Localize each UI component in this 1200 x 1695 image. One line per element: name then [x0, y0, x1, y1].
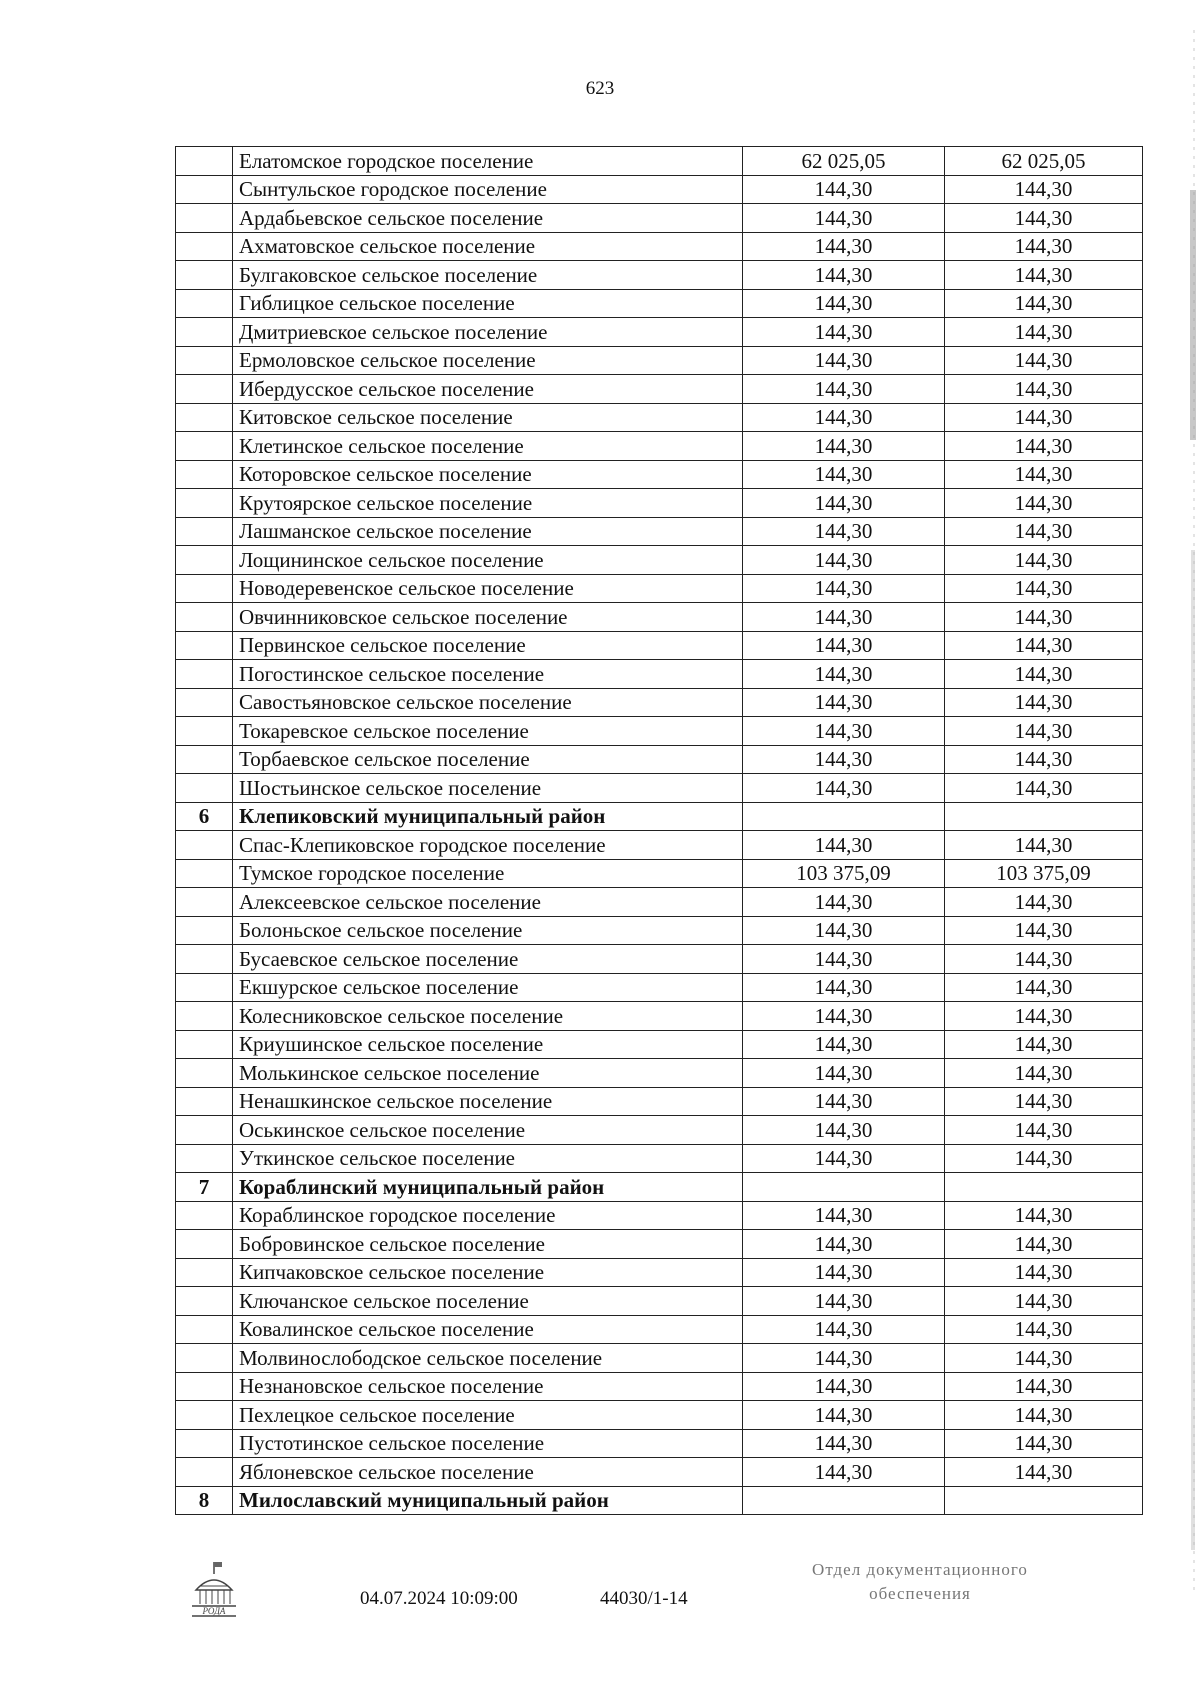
- row-number: [176, 517, 233, 546]
- amount-col-2: 144,30: [945, 460, 1143, 489]
- logo-text: РОДА: [202, 1606, 226, 1616]
- row-number: [176, 603, 233, 632]
- district-header-row: [176, 1173, 1143, 1202]
- table-row: [176, 1030, 1143, 1059]
- table-row: [176, 147, 1143, 176]
- settlement-name: Кипчаковское сельское поселение: [233, 1258, 743, 1287]
- table-row: [176, 1087, 1143, 1116]
- amount-col-2: 144,30: [945, 831, 1143, 860]
- row-number: [176, 1087, 233, 1116]
- row-number: [176, 546, 233, 575]
- amount-col-1: 144,30: [743, 261, 945, 290]
- settlement-name: Бусаевское сельское поселение: [233, 945, 743, 974]
- settlement-name: Лощининское сельское поселение: [233, 546, 743, 575]
- settlement-name: Молвинослободское сельское поселение: [233, 1344, 743, 1373]
- amount-col-2: 144,30: [945, 175, 1143, 204]
- settlement-name: Ненашкинское сельское поселение: [233, 1087, 743, 1116]
- row-number: [176, 432, 233, 461]
- amount-col-1: 144,30: [743, 318, 945, 347]
- amount-col-2: 144,30: [945, 432, 1143, 461]
- amount-col-2: 144,30: [945, 261, 1143, 290]
- row-number: [176, 1030, 233, 1059]
- table-row: [176, 1230, 1143, 1259]
- settlement-name: Булгаковское сельское поселение: [233, 261, 743, 290]
- table-row: [176, 688, 1143, 717]
- table-row: [176, 916, 1143, 945]
- row-number: [176, 717, 233, 746]
- amount-col-1: 144,30: [743, 574, 945, 603]
- table-row: [176, 489, 1143, 518]
- amount-col-1: 144,30: [743, 1344, 945, 1373]
- amount-col-1: 144,30: [743, 1230, 945, 1259]
- amount-col-1: 144,30: [743, 945, 945, 974]
- row-number: [176, 346, 233, 375]
- amount-col-1: 144,30: [743, 1116, 945, 1145]
- amount-col-2: 144,30: [945, 1287, 1143, 1316]
- settlement-name: Бобровинское сельское поселение: [233, 1230, 743, 1259]
- amount-col-1: 144,30: [743, 1315, 945, 1344]
- settlement-name: Ибердусское сельское поселение: [233, 375, 743, 404]
- amount-col-2: 144,30: [945, 517, 1143, 546]
- amount-col-1: 144,30: [743, 1258, 945, 1287]
- footer-doc-number: 44030/1-14: [600, 1588, 688, 1609]
- row-number: [176, 774, 233, 803]
- settlement-name: Елатомское городское поселение: [233, 147, 743, 176]
- amount-col-1: 144,30: [743, 232, 945, 261]
- settlement-name: Новодеревенское сельское поселение: [233, 574, 743, 603]
- scan-edge-marks: [1178, 30, 1200, 1590]
- amount-col-2: 144,30: [945, 945, 1143, 974]
- settlement-name: Торбаевское сельское поселение: [233, 745, 743, 774]
- amount-col-2: 103 375,09: [945, 859, 1143, 888]
- row-number: [176, 204, 233, 233]
- amount-col-1: 144,30: [743, 916, 945, 945]
- table-row: [176, 1116, 1143, 1145]
- settlement-name: Ключанское сельское поселение: [233, 1287, 743, 1316]
- row-number: [176, 1201, 233, 1230]
- amount-col-1: 144,30: [743, 774, 945, 803]
- row-number: [176, 1230, 233, 1259]
- settlements-table: [175, 146, 1143, 1515]
- amount-col-2: 144,30: [945, 346, 1143, 375]
- amount-col-1: 144,30: [743, 631, 945, 660]
- settlement-name: Колесниковское сельское поселение: [233, 1002, 743, 1031]
- amount-col-2: 144,30: [945, 1258, 1143, 1287]
- amount-col-1: 144,30: [743, 888, 945, 917]
- settlement-name: Токаревское сельское поселение: [233, 717, 743, 746]
- settlement-name: Кораблинский муниципальный район: [233, 1173, 743, 1202]
- amount-col-1: 144,30: [743, 745, 945, 774]
- settlement-name: Погостинское сельское поселение: [233, 660, 743, 689]
- table-row: [176, 1429, 1143, 1458]
- amount-col-1: 144,30: [743, 603, 945, 632]
- row-number: [176, 460, 233, 489]
- table-row: [176, 375, 1143, 404]
- settlement-name: Китовское сельское поселение: [233, 403, 743, 432]
- amount-col-2: 144,30: [945, 1315, 1143, 1344]
- row-number: [176, 660, 233, 689]
- settlement-name: Алексеевское сельское поселение: [233, 888, 743, 917]
- amount-col-1: 103 375,09: [743, 859, 945, 888]
- amount-col-1: 144,30: [743, 204, 945, 233]
- row-number: [176, 688, 233, 717]
- settlement-name: Молькинское сельское поселение: [233, 1059, 743, 1088]
- amount-col-1: 144,30: [743, 1401, 945, 1430]
- table-row: [176, 945, 1143, 974]
- table-row: [176, 1401, 1143, 1430]
- amount-col-2: 144,30: [945, 232, 1143, 261]
- amount-col-2: 144,30: [945, 973, 1143, 1002]
- row-number: [176, 831, 233, 860]
- amount-col-1: 144,30: [743, 1087, 945, 1116]
- row-number: [176, 859, 233, 888]
- amount-col-2: 144,30: [945, 717, 1143, 746]
- settlement-name: Ермоловское сельское поселение: [233, 346, 743, 375]
- settlement-name: Оськинское сельское поселение: [233, 1116, 743, 1145]
- table-row: [176, 232, 1143, 261]
- amount-col-1: 144,30: [743, 546, 945, 575]
- amount-col-2: 144,30: [945, 546, 1143, 575]
- amount-col-2: 144,30: [945, 1429, 1143, 1458]
- settlement-name: Болоньское сельское поселение: [233, 916, 743, 945]
- amount-col-2: 62 025,05: [945, 147, 1143, 176]
- amount-col-2: 144,30: [945, 1087, 1143, 1116]
- row-number: [176, 403, 233, 432]
- table-row: [176, 460, 1143, 489]
- district-header-row: [176, 802, 1143, 831]
- amount-col-2: [945, 802, 1143, 831]
- settlement-name: Сынтульское городское поселение: [233, 175, 743, 204]
- table-row: [176, 859, 1143, 888]
- table-row: [176, 1201, 1143, 1230]
- row-number: [176, 745, 233, 774]
- row-number: [176, 289, 233, 318]
- settlement-name: Шостьинское сельское поселение: [233, 774, 743, 803]
- amount-col-1: 144,30: [743, 1372, 945, 1401]
- amount-col-2: 144,30: [945, 1372, 1143, 1401]
- amount-col-2: 144,30: [945, 1401, 1143, 1430]
- row-number: [176, 489, 233, 518]
- row-number: [176, 261, 233, 290]
- settlement-name: Ардабьевское сельское поселение: [233, 204, 743, 233]
- table-row: [176, 831, 1143, 860]
- settlement-name: Ахматовское сельское поселение: [233, 232, 743, 261]
- table-row: [176, 1258, 1143, 1287]
- settlement-name: Пустотинское сельское поселение: [233, 1429, 743, 1458]
- row-number: 8: [176, 1486, 233, 1515]
- amount-col-2: 144,30: [945, 1230, 1143, 1259]
- footer-department-stamp: Отдел документационного обеспечения: [812, 1560, 1028, 1603]
- amount-col-1: 144,30: [743, 489, 945, 518]
- row-number: [176, 147, 233, 176]
- settlement-name: Яблоневское сельское поселение: [233, 1458, 743, 1487]
- table-row: [176, 546, 1143, 575]
- row-number: 6: [176, 802, 233, 831]
- table-row: [176, 1287, 1143, 1316]
- amount-col-1: 144,30: [743, 1458, 945, 1487]
- amount-col-2: 144,30: [945, 489, 1143, 518]
- amount-col-2: 144,30: [945, 1059, 1143, 1088]
- table-row: [176, 1458, 1143, 1487]
- row-number: [176, 1429, 233, 1458]
- settlement-name: Клепиковский муниципальный район: [233, 802, 743, 831]
- amount-col-1: 144,30: [743, 1201, 945, 1230]
- settlement-name: Криушинское сельское поселение: [233, 1030, 743, 1059]
- amount-col-2: 144,30: [945, 745, 1143, 774]
- row-number: [176, 318, 233, 347]
- amount-col-1: 144,30: [743, 831, 945, 860]
- settlement-name: Спас-Клепиковское городское поселение: [233, 831, 743, 860]
- amount-col-2: 144,30: [945, 1002, 1143, 1031]
- amount-col-1: 144,30: [743, 460, 945, 489]
- settlement-name: Тумское городское поселение: [233, 859, 743, 888]
- settlement-name: Милославский муниципальный район: [233, 1486, 743, 1515]
- settlement-name: Гиблицкое сельское поселение: [233, 289, 743, 318]
- row-number: [176, 973, 233, 1002]
- row-number: [176, 916, 233, 945]
- settlement-name: Савостьяновское сельское поселение: [233, 688, 743, 717]
- settlement-name: Екшурское сельское поселение: [233, 973, 743, 1002]
- table-row: [176, 745, 1143, 774]
- row-number: [176, 888, 233, 917]
- amount-col-2: 144,30: [945, 1116, 1143, 1145]
- table-row: [176, 888, 1143, 917]
- amount-col-2: 144,30: [945, 1458, 1143, 1487]
- duma-logo-icon: [188, 1560, 240, 1618]
- table-row: [176, 517, 1143, 546]
- row-number: [176, 1059, 233, 1088]
- table-row: [176, 774, 1143, 803]
- amount-col-2: 144,30: [945, 1201, 1143, 1230]
- table-row: [176, 204, 1143, 233]
- amount-col-1: 144,30: [743, 517, 945, 546]
- row-number: [176, 1002, 233, 1031]
- amount-col-2: 144,30: [945, 631, 1143, 660]
- row-number: [176, 1315, 233, 1344]
- row-number: [176, 1287, 233, 1316]
- table-row: [176, 432, 1143, 461]
- row-number: [176, 1401, 233, 1430]
- amount-col-2: 144,30: [945, 603, 1143, 632]
- amount-col-2: 144,30: [945, 574, 1143, 603]
- table-row: [176, 1059, 1143, 1088]
- settlement-name: Лашманское сельское поселение: [233, 517, 743, 546]
- row-number: [176, 232, 233, 261]
- amount-col-2: 144,30: [945, 774, 1143, 803]
- amount-col-2: 144,30: [945, 375, 1143, 404]
- row-number: [176, 375, 233, 404]
- amount-col-1: 144,30: [743, 973, 945, 1002]
- settlement-name: Пехлецкое сельское поселение: [233, 1401, 743, 1430]
- row-number: [176, 1144, 233, 1173]
- amount-col-1: 62 025,05: [743, 147, 945, 176]
- table-row: [176, 289, 1143, 318]
- amount-col-2: [945, 1486, 1143, 1515]
- amount-col-2: [945, 1173, 1143, 1202]
- row-number: [176, 945, 233, 974]
- amount-col-1: 144,30: [743, 1002, 945, 1031]
- amount-col-1: 144,30: [743, 403, 945, 432]
- settlement-name: Которовское сельское поселение: [233, 460, 743, 489]
- table-row: [176, 318, 1143, 347]
- table-row: [176, 1344, 1143, 1373]
- amount-col-1: [743, 1486, 945, 1515]
- amount-col-1: 144,30: [743, 1287, 945, 1316]
- settlement-name: Крутоярское сельское поселение: [233, 489, 743, 518]
- table-row: [176, 403, 1143, 432]
- row-number: [176, 175, 233, 204]
- settlement-name: Уткинское сельское поселение: [233, 1144, 743, 1173]
- row-number: [176, 1344, 233, 1373]
- amount-col-2: 144,30: [945, 1144, 1143, 1173]
- amount-col-1: 144,30: [743, 688, 945, 717]
- table-row: [176, 1144, 1143, 1173]
- table-row: [176, 1315, 1143, 1344]
- amount-col-1: 144,30: [743, 1429, 945, 1458]
- table-row: [176, 261, 1143, 290]
- table-row: [176, 1372, 1143, 1401]
- footer-date: 04.07.2024 10:09:00: [360, 1588, 518, 1609]
- table-row: [176, 346, 1143, 375]
- table-row: [176, 631, 1143, 660]
- settlement-name: Овчинниковское сельское поселение: [233, 603, 743, 632]
- row-number: [176, 1458, 233, 1487]
- amount-col-1: 144,30: [743, 432, 945, 461]
- amount-col-1: 144,30: [743, 375, 945, 404]
- amount-col-2: 144,30: [945, 660, 1143, 689]
- table-row: [176, 175, 1143, 204]
- amount-col-1: [743, 1173, 945, 1202]
- table-row: [176, 574, 1143, 603]
- amount-col-1: 144,30: [743, 289, 945, 318]
- settlement-name: Кораблинское городское поселение: [233, 1201, 743, 1230]
- settlement-name: Клетинское сельское поселение: [233, 432, 743, 461]
- amount-col-2: 144,30: [945, 403, 1143, 432]
- page-number: 623: [585, 78, 615, 99]
- amount-col-2: 144,30: [945, 318, 1143, 347]
- settlement-name: Дмитриевское сельское поселение: [233, 318, 743, 347]
- table-row: [176, 660, 1143, 689]
- table-row: [176, 1002, 1143, 1031]
- amount-col-2: 144,30: [945, 888, 1143, 917]
- row-number: [176, 1372, 233, 1401]
- amount-col-1: 144,30: [743, 1059, 945, 1088]
- district-header-row: [176, 1486, 1143, 1515]
- amount-col-2: 144,30: [945, 1030, 1143, 1059]
- amount-col-1: 144,30: [743, 175, 945, 204]
- settlement-name: Ковалинское сельское поселение: [233, 1315, 743, 1344]
- row-number: [176, 631, 233, 660]
- amount-col-2: 144,30: [945, 204, 1143, 233]
- amount-col-1: 144,30: [743, 717, 945, 746]
- table-row: [176, 603, 1143, 632]
- amount-col-2: 144,30: [945, 688, 1143, 717]
- amount-col-1: 144,30: [743, 660, 945, 689]
- row-number: [176, 574, 233, 603]
- amount-col-2: 144,30: [945, 916, 1143, 945]
- amount-col-1: 144,30: [743, 1144, 945, 1173]
- amount-col-1: 144,30: [743, 346, 945, 375]
- amount-col-2: 144,30: [945, 289, 1143, 318]
- table-row: [176, 717, 1143, 746]
- table-body: [176, 147, 1143, 1515]
- amount-col-1: 144,30: [743, 1030, 945, 1059]
- row-number: 7: [176, 1173, 233, 1202]
- row-number: [176, 1116, 233, 1145]
- amount-col-1: [743, 802, 945, 831]
- settlement-name: Незнановское сельское поселение: [233, 1372, 743, 1401]
- amount-col-2: 144,30: [945, 1344, 1143, 1373]
- settlement-name: Первинское сельское поселение: [233, 631, 743, 660]
- table-row: [176, 973, 1143, 1002]
- row-number: [176, 1258, 233, 1287]
